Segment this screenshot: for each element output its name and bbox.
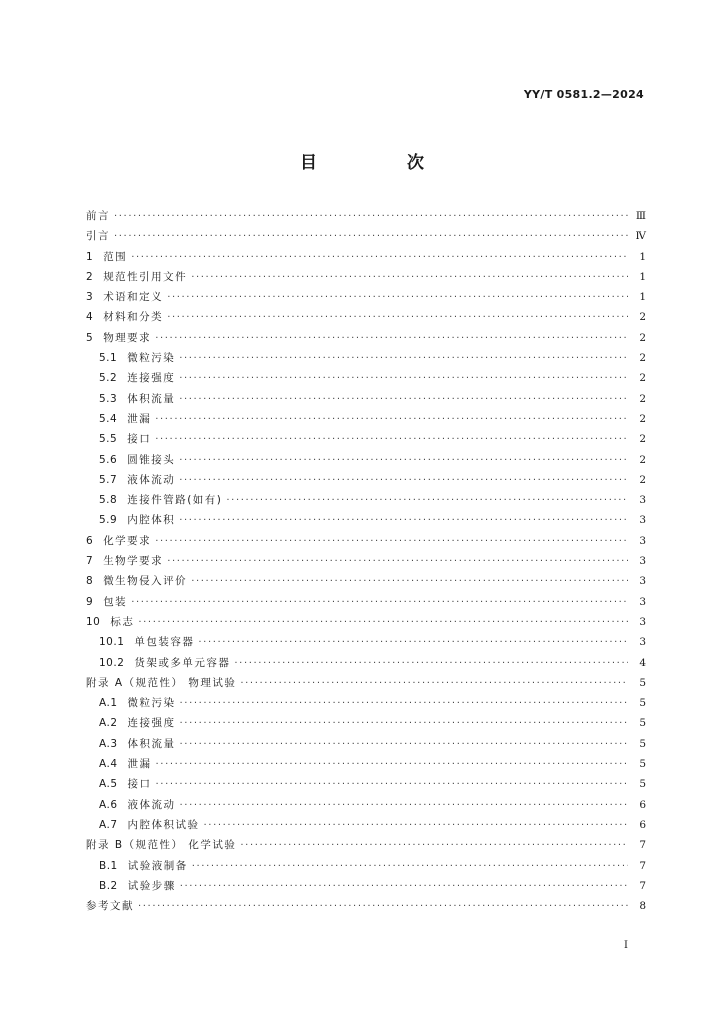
toc-entry-number: 5.9 bbox=[99, 514, 118, 527]
toc-entry-number: B.2 bbox=[99, 879, 118, 892]
dot-leader bbox=[180, 694, 628, 714]
toc-entry[interactable] bbox=[86, 592, 646, 612]
toc-entry[interactable] bbox=[86, 450, 646, 470]
toc-entry-label: 圆锥接头 bbox=[127, 453, 176, 466]
toc-entry-page: 2 bbox=[639, 453, 646, 466]
toc-entry-label: 规范性引用文件 bbox=[103, 270, 188, 283]
toc-entry[interactable] bbox=[86, 653, 646, 673]
toc-entry-title bbox=[86, 795, 176, 815]
toc-entry-number: 5.5 bbox=[99, 433, 118, 446]
toc-entry-label: 内腔体积试验 bbox=[127, 818, 200, 831]
dot-leader bbox=[156, 755, 628, 775]
dot-leader bbox=[167, 552, 628, 572]
toc-entry[interactable] bbox=[86, 713, 646, 733]
toc-entry-label: 连接强度 bbox=[127, 372, 176, 385]
dot-leader bbox=[155, 430, 628, 450]
toc-entry[interactable] bbox=[86, 571, 646, 591]
page-title: 目 次 bbox=[300, 153, 466, 173]
toc-entry-page: 2 bbox=[639, 473, 646, 486]
toc-entry[interactable] bbox=[86, 734, 646, 754]
toc-entry-title bbox=[86, 348, 175, 368]
toc-entry-page: 5 bbox=[639, 717, 646, 730]
toc-entry-label: 生物学要求 bbox=[103, 555, 164, 568]
toc-entry-title bbox=[86, 592, 127, 612]
toc-entry-label: 试验液制备 bbox=[127, 859, 188, 872]
dot-leader bbox=[114, 227, 628, 247]
toc-entry-title bbox=[86, 267, 187, 287]
toc-entry-page: 3 bbox=[639, 575, 646, 588]
toc-entry[interactable] bbox=[86, 328, 646, 348]
toc-entry[interactable] bbox=[86, 368, 646, 388]
toc-entry-title bbox=[86, 774, 152, 794]
toc-entry-page: 7 bbox=[639, 859, 646, 872]
toc-entry-number: B.1 bbox=[99, 859, 118, 872]
toc-entry-number: 10 bbox=[86, 615, 101, 628]
toc-entry-number: 5.1 bbox=[99, 352, 118, 365]
toc-entry-label: 前言 bbox=[86, 210, 110, 222]
toc-entry[interactable] bbox=[86, 287, 646, 307]
toc-entry-page: 3 bbox=[639, 615, 646, 628]
dot-leader bbox=[179, 471, 628, 491]
dot-leader bbox=[240, 674, 628, 694]
toc-entry-title bbox=[86, 226, 110, 246]
toc-entry-title bbox=[86, 429, 151, 449]
dot-leader bbox=[179, 369, 628, 389]
toc-entry[interactable] bbox=[86, 673, 646, 693]
toc-entry[interactable] bbox=[86, 389, 646, 409]
toc-entry-page: 5 bbox=[639, 697, 646, 710]
dot-leader bbox=[191, 572, 628, 592]
toc-entry-number: A.6 bbox=[99, 798, 118, 811]
toc-entry-title bbox=[86, 389, 175, 409]
toc-entry-number: 5.6 bbox=[99, 453, 118, 466]
dot-leader bbox=[179, 349, 628, 369]
toc-entry-title bbox=[86, 247, 127, 267]
toc-entry-page: Ⅲ bbox=[635, 210, 646, 222]
toc-entry-title bbox=[86, 490, 222, 510]
toc-entry-page: 3 bbox=[639, 555, 646, 568]
toc-entry[interactable] bbox=[86, 856, 646, 876]
toc-entry-number: 7 bbox=[86, 555, 94, 568]
toc-entry-title bbox=[86, 693, 176, 713]
toc-entry-title bbox=[86, 409, 151, 429]
toc-entry-number: 5.7 bbox=[99, 473, 118, 486]
toc-entry-title bbox=[86, 653, 230, 673]
toc-entry-number: 3 bbox=[86, 291, 94, 304]
dot-leader bbox=[234, 654, 628, 674]
toc-entry-page: 2 bbox=[639, 392, 646, 405]
dot-leader bbox=[131, 248, 628, 268]
toc-entry[interactable] bbox=[86, 531, 646, 551]
toc-entry-number: 1 bbox=[86, 250, 94, 263]
dot-leader bbox=[131, 593, 628, 613]
toc-entry[interactable] bbox=[86, 267, 646, 287]
toc-entry-page: 5 bbox=[639, 676, 646, 689]
toc-entry-title bbox=[86, 754, 152, 774]
toc-entry-label: 范围 bbox=[103, 250, 128, 263]
toc-entry-label: 试验步骤 bbox=[127, 879, 176, 892]
toc-entry-label: 引言 bbox=[86, 230, 110, 243]
dot-leader bbox=[180, 714, 628, 734]
toc-entry[interactable] bbox=[86, 348, 646, 368]
document-code: YY/T 0581.2—2024 bbox=[523, 88, 644, 101]
toc-entry[interactable] bbox=[86, 876, 646, 896]
dot-leader bbox=[179, 511, 628, 531]
toc-entry-label: 泄漏 bbox=[127, 412, 152, 425]
dot-leader bbox=[191, 268, 628, 288]
toc-entry-page: 3 bbox=[639, 494, 646, 507]
toc-entry-title bbox=[86, 510, 175, 530]
dot-leader bbox=[179, 451, 628, 471]
toc-entry-label: 标志 bbox=[110, 615, 135, 628]
toc-entry-page: 3 bbox=[639, 595, 646, 608]
toc-entry[interactable] bbox=[86, 896, 646, 916]
toc-entry-page: 3 bbox=[639, 636, 646, 649]
toc-entry-label: 包装 bbox=[103, 595, 128, 608]
toc-entry[interactable] bbox=[86, 510, 646, 530]
dot-leader bbox=[155, 532, 628, 552]
toc-entry[interactable] bbox=[86, 226, 646, 246]
toc-entry-page: Ⅳ bbox=[635, 230, 646, 243]
toc-entry-title bbox=[86, 734, 176, 754]
dot-leader bbox=[204, 816, 628, 836]
toc-entry[interactable] bbox=[86, 754, 646, 774]
toc-entry-page: 3 bbox=[639, 514, 646, 527]
toc-entry-label: 体积流量 bbox=[127, 392, 176, 405]
dot-leader bbox=[180, 796, 628, 816]
toc-entry-label: 化学要求 bbox=[103, 534, 152, 547]
toc-entry-title bbox=[86, 470, 175, 490]
table-of-contents bbox=[86, 206, 646, 916]
toc-entry-title bbox=[86, 571, 187, 591]
toc-entry-title bbox=[86, 632, 194, 652]
toc-entry-label: 参考文献 bbox=[86, 900, 134, 913]
toc-entry-page: 2 bbox=[639, 311, 646, 324]
toc-entry-page: 7 bbox=[639, 879, 646, 892]
toc-entry[interactable] bbox=[86, 551, 646, 571]
toc-entry[interactable] bbox=[86, 490, 646, 510]
toc-entry-page: 2 bbox=[639, 412, 646, 425]
toc-entry[interactable] bbox=[86, 693, 646, 713]
toc-entry[interactable] bbox=[86, 307, 646, 327]
toc-entry-label: 接口 bbox=[127, 778, 152, 791]
toc-entry-label: 内腔体积 bbox=[127, 514, 176, 527]
toc-entry-number: A.1 bbox=[99, 697, 118, 710]
toc-entry-number: A.2 bbox=[99, 717, 118, 730]
toc-entry-title bbox=[86, 368, 175, 388]
toc-entry-label: 连接件管路(如有) bbox=[127, 494, 223, 507]
toc-entry-title bbox=[86, 815, 200, 835]
dot-leader bbox=[156, 775, 628, 795]
toc-entry[interactable] bbox=[86, 835, 646, 855]
dot-leader bbox=[240, 836, 628, 856]
toc-entry-label: 附录 A（规范性） 物理试验 bbox=[86, 676, 237, 689]
dot-leader bbox=[155, 410, 628, 430]
toc-entry[interactable] bbox=[86, 795, 646, 815]
toc-entry-page: 7 bbox=[639, 839, 646, 852]
toc-entry-label: 附录 B（规范性） 化学试验 bbox=[86, 839, 237, 852]
toc-entry-page: 2 bbox=[639, 372, 646, 385]
dot-leader bbox=[167, 288, 628, 308]
dot-leader bbox=[179, 390, 628, 410]
toc-entry-page: 1 bbox=[639, 250, 646, 263]
toc-entry[interactable] bbox=[86, 612, 646, 632]
dot-leader bbox=[138, 897, 628, 917]
toc-entry-number: A.4 bbox=[99, 758, 118, 771]
toc-entry-title bbox=[86, 551, 163, 571]
toc-entry-page: 5 bbox=[639, 737, 646, 750]
dot-leader bbox=[226, 491, 628, 511]
toc-entry-label: 微生物侵入评价 bbox=[103, 575, 188, 588]
toc-entry-number: 6 bbox=[86, 534, 94, 547]
toc-entry[interactable] bbox=[86, 632, 646, 652]
toc-entry-page: 4 bbox=[639, 656, 646, 669]
toc-entry-label: 单包装容器 bbox=[134, 636, 195, 649]
dot-leader bbox=[180, 735, 628, 755]
toc-entry-title bbox=[86, 328, 151, 348]
toc-entry-label: 货架或多单元容器 bbox=[134, 656, 231, 669]
toc-entry-number: 5.8 bbox=[99, 494, 118, 507]
toc-entry-label: 泄漏 bbox=[127, 758, 152, 771]
toc-entry-label: 接口 bbox=[127, 433, 152, 446]
toc-entry-page: 2 bbox=[639, 433, 646, 446]
toc-entry-number: 5.3 bbox=[99, 392, 118, 405]
toc-entry-label: 体积流量 bbox=[127, 737, 176, 750]
toc-entry-page: 8 bbox=[639, 900, 646, 913]
toc-entry-title bbox=[86, 450, 175, 470]
toc-entry-page: 1 bbox=[639, 291, 646, 304]
dot-leader bbox=[138, 613, 628, 633]
toc-entry-page: 5 bbox=[639, 778, 646, 791]
dot-leader bbox=[192, 857, 628, 877]
toc-entry[interactable] bbox=[86, 206, 646, 226]
toc-entry-page: 2 bbox=[639, 352, 646, 365]
toc-entry-title bbox=[86, 713, 176, 733]
toc-entry-label: 术语和定义 bbox=[103, 291, 164, 304]
dot-leader bbox=[155, 329, 628, 349]
toc-entry-label: 连接强度 bbox=[127, 717, 176, 730]
toc-entry[interactable] bbox=[86, 409, 646, 429]
toc-entry-page: 5 bbox=[639, 758, 646, 771]
toc-entry-number: A.7 bbox=[99, 818, 118, 831]
toc-entry-number: 8 bbox=[86, 575, 94, 588]
toc-entry-title bbox=[86, 673, 236, 693]
toc-entry-page: 6 bbox=[639, 818, 646, 831]
toc-entry-number: A.5 bbox=[99, 778, 118, 791]
toc-entry-number: 10.1 bbox=[99, 636, 125, 649]
toc-entry-label: 液体流动 bbox=[127, 798, 176, 811]
toc-entry-label: 物理要求 bbox=[103, 331, 152, 344]
page-number: Ⅰ bbox=[624, 940, 628, 951]
toc-entry-number: 5.2 bbox=[99, 372, 118, 385]
toc-entry-title bbox=[86, 876, 176, 896]
toc-entry-page: 6 bbox=[639, 798, 646, 811]
dot-leader bbox=[167, 308, 628, 328]
toc-entry-label: 微粒污染 bbox=[127, 352, 176, 365]
toc-entry-title bbox=[86, 206, 110, 226]
toc-entry-number: 5 bbox=[86, 331, 94, 344]
toc-entry-label: 微粒污染 bbox=[127, 697, 176, 710]
toc-entry-page: 2 bbox=[639, 331, 646, 344]
toc-entry-title bbox=[86, 856, 188, 876]
toc-entry-number: 9 bbox=[86, 595, 94, 608]
toc-entry-title bbox=[86, 896, 134, 916]
toc-entry-title bbox=[86, 531, 151, 551]
toc-entry[interactable] bbox=[86, 247, 646, 267]
toc-entry[interactable] bbox=[86, 470, 646, 490]
toc-entry-label: 材料和分类 bbox=[103, 311, 164, 324]
toc-entry-page: 3 bbox=[639, 534, 646, 547]
dot-leader bbox=[114, 207, 628, 227]
toc-entry-title bbox=[86, 612, 134, 632]
toc-entry-number: 2 bbox=[86, 270, 94, 283]
dot-leader bbox=[198, 633, 628, 653]
toc-entry-page: 1 bbox=[639, 270, 646, 283]
toc-entry-title bbox=[86, 835, 236, 855]
toc-entry-label: 液体流动 bbox=[127, 473, 176, 486]
toc-entry-title bbox=[86, 307, 163, 327]
toc-entry-number: 10.2 bbox=[99, 656, 125, 669]
toc-entry-title bbox=[86, 287, 163, 307]
toc-entry-number: A.3 bbox=[99, 737, 118, 750]
dot-leader bbox=[180, 877, 628, 897]
toc-entry[interactable] bbox=[86, 774, 646, 794]
toc-entry[interactable] bbox=[86, 815, 646, 835]
toc-entry[interactable] bbox=[86, 429, 646, 449]
toc-entry-number: 5.4 bbox=[99, 412, 118, 425]
toc-entry-number: 4 bbox=[86, 311, 94, 324]
